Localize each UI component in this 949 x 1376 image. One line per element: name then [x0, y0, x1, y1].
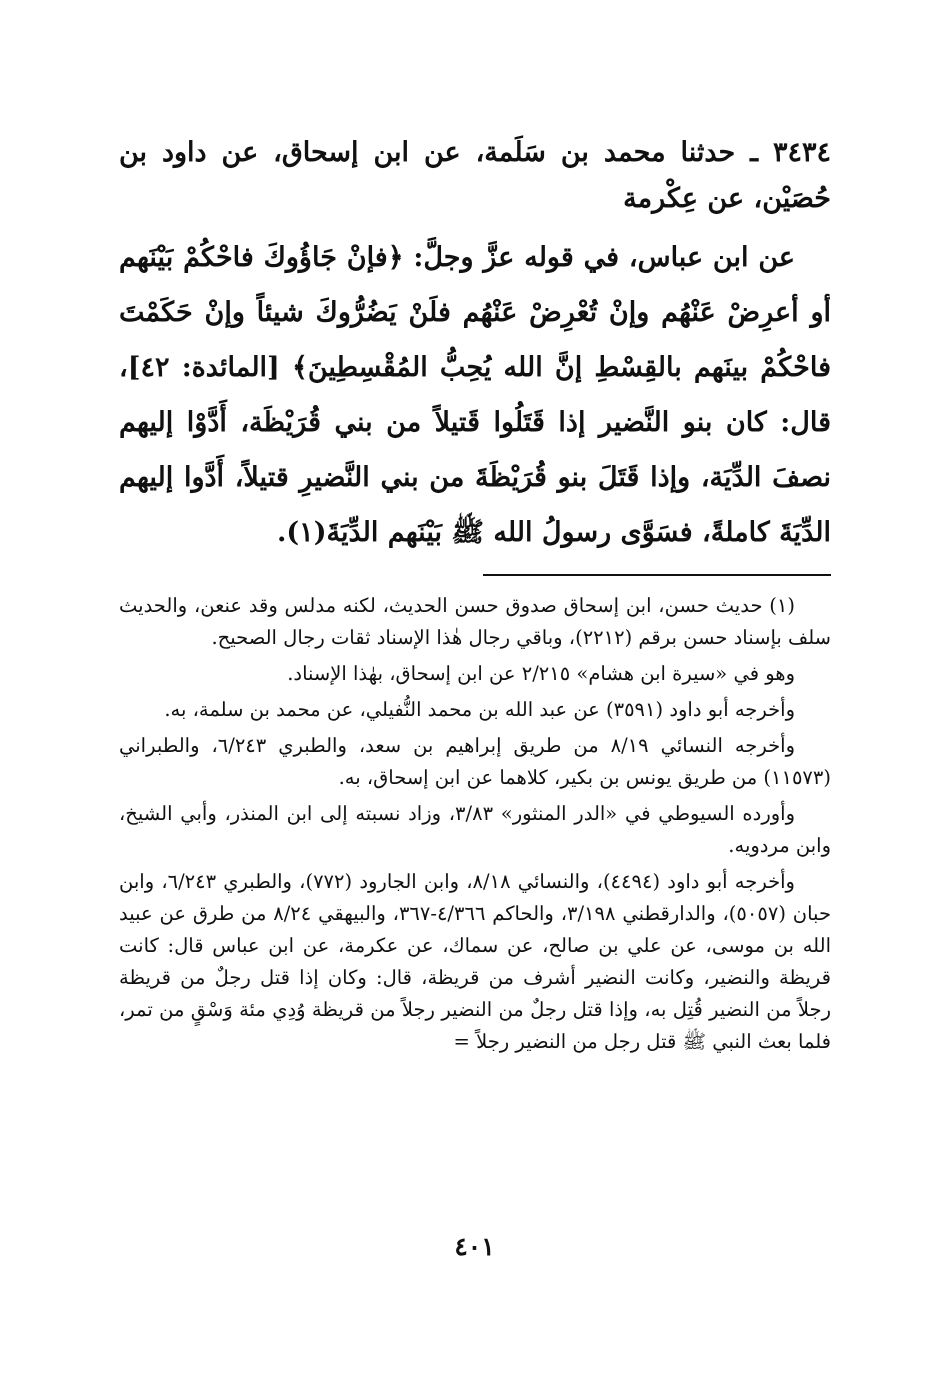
footnote-1-nasai: وأخرجه النسائي ٨/١٩ من طريق إبراهيم بن سعد، والطبري ٦/٢٤٣، والطبراني (١١٥٧٣) من طريق يونس بن بكير، كلاهما عن ابن إسحاق، به.: [119, 734, 831, 789]
footnote-1-source-seerah: وهو في «سيرة ابن هشام» ٢/٢١٥ عن ابن إسحاق، بهٰذا الإسناد.: [287, 662, 795, 685]
hadith-matn: عن ابن عباس، في قوله عزَّ وجلَّ: ﴿فإنْ جَاؤُوكَ فاحْكُمْ بَيْنَهم أو أعرِضْ عَنْهُم وإنْ تُعْرِضْ عَنْهُم فلَنْ يَضُرُّوكَ شيئاً وإنْ حَكَمْتَ فاحْكُمْ بينَهم بالقِسْطِ إنَّ الله يُحِبُّ المُقْسِطِينَ﴾ [المائدة: ٤٢]، قال: كان بنو النَّضير إذا قَتَلُوا قَتيلاً من بني قُرَيْظَة، أَدَّوْا إليهم نصفَ الدِّيَة، وإذا قَتَلَ بنو قُرَيْظَةَ من بني النَّضيرِ قتيلاً، أَدَّوا إليهم الدِّيَةَ كاملةً، فسَوَّى رسولُ الله ﷺ بَيْنَهم الدِّيَةَ(١).: [119, 242, 831, 548]
footnote-1-other-routes: وأخرجه أبو داود (٤٤٩٤)، والنسائي ٨/١٨، وابن الجارود (٧٧٢)، والطبري ٦/٢٤٣، وابن حبان (٥٠٥٧)، والدارقطني ٣/١٩٨، والحاكم ٤/٣٦٦-٣٦٧، والبيهقي ٨/٢٤ من طرق عن عبيد الله بن موسى، عن علي بن صالح، عن سماك، عن عكرمة، عن ابن عباس قال: كانت قريظة والنضير، وكانت النضير أشرف من قريظة، قال: وكان إذا قتل رجلٌ من قريظة رجلاً من النضير قُتِل به، وإذا قتل رجلٌ من النضير رجلاً من قريظة وُدِي مئة وَسْقٍ من تمر، فلما بعث النبي ﷺ قتل رجل من النضير رجلاً =: [119, 870, 831, 1053]
hadith-block: [119, 130, 831, 560]
footnote-separator: [483, 574, 831, 576]
footnote-1-abu-dawud: وأخرجه أبو داود (٣٥٩١) عن عبد الله بن محمد النُّفيلي، عن محمد بن سلمة، به.: [164, 698, 795, 721]
footnote-1-suyuti: وأورده السيوطي في «الدر المنثور» ٣/٨٣، وزاد نسبته إلى ابن المنذر، وأبي الشيخ، وابن مردويه.: [119, 802, 831, 857]
footnote-1-grading: (١) حديث حسن، ابن إسحاق صدوق حسن الحديث، لكنه مدلس وقد عنعن، والحديث سلف بإسناد حسن برقم (٢٢١٢)، وباقي رجال هٰذا الإسناد ثقات رجال الصحيح.: [119, 594, 831, 649]
footnotes-block: [119, 590, 831, 1062]
hadith-isnad: ٣٤٣٤ ـ حدثنا محمد بن سَلَمة، عن ابن إسحاق، عن داود بن حُصَيْن، عن عِكْرمة: [119, 137, 831, 214]
page-number: ٤٠١: [454, 1232, 495, 1261]
